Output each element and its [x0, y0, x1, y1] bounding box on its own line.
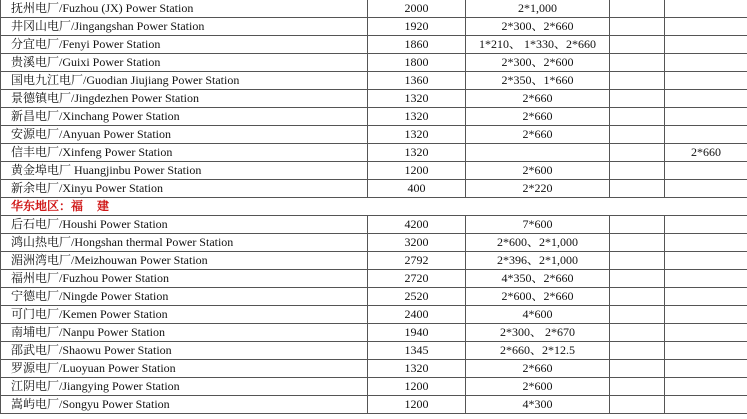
extra-cell-b: [665, 288, 747, 306]
table-row: [1, 306, 747, 324]
region-title-end: 建: [97, 199, 110, 213]
extra-cell-a: [610, 324, 665, 342]
extra-cell-a: [610, 126, 665, 144]
capacity-cell: 1200: [368, 162, 466, 180]
station-name-cell: 分宜电厂/Fenyi Power Station: [1, 36, 368, 54]
capacity-cell: 400: [368, 180, 466, 198]
table-row: [1, 144, 747, 162]
station-name-cell: 可门电厂/Kemen Power Station: [1, 306, 368, 324]
extra-cell-a: [610, 342, 665, 360]
extra-cell-b: [665, 72, 747, 90]
table-row: [1, 288, 747, 306]
capacity-cell: 4200: [368, 216, 466, 234]
capacity-cell: 2000: [368, 0, 466, 18]
capacity-cell: 1345: [368, 342, 466, 360]
station-name-cell: 嵩屿电厂/Songyu Power Station: [1, 396, 368, 414]
extra-cell-a: [610, 108, 665, 126]
units-cell: 2*600、2*1,000: [466, 234, 610, 252]
table-row: [1, 36, 747, 54]
units-cell: 2*600: [466, 162, 610, 180]
extra-cell-a: [610, 36, 665, 54]
table-row: [1, 324, 747, 342]
extra-cell-b: [665, 324, 747, 342]
units-cell: 2*220: [466, 180, 610, 198]
extra-cell-a: [610, 180, 665, 198]
extra-cell-b: [665, 396, 747, 414]
extra-cell-b: [665, 54, 747, 72]
extra-cell-a: [610, 72, 665, 90]
station-name-cell: 景德镇电厂/Jingdezhen Power Station: [1, 90, 368, 108]
table-row: [1, 18, 747, 36]
capacity-cell: 1320: [368, 90, 466, 108]
capacity-cell: 1940: [368, 324, 466, 342]
extra-cell-b: 2*660: [665, 144, 747, 162]
extra-cell-b: [665, 36, 747, 54]
extra-cell-b: [665, 270, 747, 288]
capacity-cell: 1200: [368, 396, 466, 414]
station-name-cell: 罗源电厂/Luoyuan Power Station: [1, 360, 368, 378]
extra-cell-a: [610, 234, 665, 252]
table-body: [1, 0, 747, 414]
capacity-cell: 1860: [368, 36, 466, 54]
table-row: [1, 54, 747, 72]
extra-cell-a: [610, 162, 665, 180]
station-name-cell: 湄洲湾电厂/Meizhouwan Power Station: [1, 252, 368, 270]
extra-cell-a: [610, 18, 665, 36]
capacity-cell: 2400: [368, 306, 466, 324]
extra-cell-a: [610, 270, 665, 288]
extra-cell-a: [610, 360, 665, 378]
units-cell: 2*660: [466, 360, 610, 378]
table-row: [1, 108, 747, 126]
capacity-cell: 2720: [368, 270, 466, 288]
table-row: [1, 126, 747, 144]
extra-cell-b: [665, 306, 747, 324]
units-cell: 2*300、 2*670: [466, 324, 610, 342]
station-name-cell: 抚州电厂/Fuzhou (JX) Power Station: [1, 0, 368, 18]
units-cell: 2*300、2*600: [466, 54, 610, 72]
extra-cell-b: [665, 180, 747, 198]
station-name-cell: 邵武电厂/Shaowu Power Station: [1, 342, 368, 360]
extra-cell-b: [665, 216, 747, 234]
table-row: [1, 0, 747, 18]
extra-cell-a: [610, 306, 665, 324]
capacity-cell: 1360: [368, 72, 466, 90]
station-name-cell: 新余电厂/Xinyu Power Station: [1, 180, 368, 198]
capacity-cell: 1200: [368, 378, 466, 396]
extra-cell-b: [665, 90, 747, 108]
station-name-cell: 信丰电厂/Xinfeng Power Station: [1, 144, 368, 162]
extra-cell-a: [610, 144, 665, 162]
capacity-cell: 1320: [368, 126, 466, 144]
station-name-cell: 江阴电厂/Jiangying Power Station: [1, 378, 368, 396]
units-cell: 4*350、2*660: [466, 270, 610, 288]
units-cell: 2*600、2*660: [466, 288, 610, 306]
table-row: [1, 72, 747, 90]
capacity-cell: 3200: [368, 234, 466, 252]
extra-cell-b: [665, 252, 747, 270]
table-row: [1, 90, 747, 108]
units-cell: 2*660、2*12.5: [466, 342, 610, 360]
station-name-cell: 宁德电厂/Ningde Power Station: [1, 288, 368, 306]
region-title-text: 华东地区：福: [11, 199, 84, 213]
extra-cell-b: [665, 378, 747, 396]
extra-cell-b: [665, 234, 747, 252]
table-row: [1, 252, 747, 270]
extra-cell-b: [665, 126, 747, 144]
capacity-cell: 2520: [368, 288, 466, 306]
units-cell: 2*1,000: [466, 0, 610, 18]
extra-cell-a: [610, 252, 665, 270]
capacity-cell: 1920: [368, 18, 466, 36]
extra-cell-a: [610, 396, 665, 414]
units-cell: 2*396、2*1,000: [466, 252, 610, 270]
extra-cell-a: [610, 378, 665, 396]
station-name-cell: 新昌电厂/Xinchang Power Station: [1, 108, 368, 126]
units-cell: 2*660: [466, 108, 610, 126]
units-cell: 2*300、2*660: [466, 18, 610, 36]
station-name-cell: 南埔电厂/Nanpu Power Station: [1, 324, 368, 342]
table-row: [1, 216, 747, 234]
region-title: [1, 198, 747, 216]
extra-cell-a: [610, 0, 665, 18]
extra-cell-a: [610, 216, 665, 234]
units-cell: 1*210、 1*330、2*660: [466, 36, 610, 54]
table-row: [1, 396, 747, 414]
capacity-cell: 1320: [368, 108, 466, 126]
capacity-cell: 1320: [368, 144, 466, 162]
extra-cell-a: [610, 54, 665, 72]
table-row: [1, 360, 747, 378]
extra-cell-b: [665, 108, 747, 126]
extra-cell-b: [665, 342, 747, 360]
extra-cell-a: [610, 288, 665, 306]
table-row: [1, 378, 747, 396]
station-name-cell: 鸿山热电厂/Hongshan thermal Power Station: [1, 234, 368, 252]
extra-cell-a: [610, 90, 665, 108]
table-row: [1, 162, 747, 180]
units-cell: 2*600: [466, 378, 610, 396]
table-row: [1, 180, 747, 198]
capacity-cell: 2792: [368, 252, 466, 270]
table-row: [1, 342, 747, 360]
station-name-cell: 贵溪电厂/Guixi Power Station: [1, 54, 368, 72]
station-name-cell: 黄金埠电厂 Huangjinbu Power Station: [1, 162, 368, 180]
region-header-row: [1, 198, 747, 216]
units-cell: [466, 144, 610, 162]
extra-cell-b: [665, 162, 747, 180]
units-cell: 7*600: [466, 216, 610, 234]
extra-cell-b: [665, 0, 747, 18]
units-cell: 4*600: [466, 306, 610, 324]
table-row: [1, 270, 747, 288]
station-name-cell: 福州电厂/Fuzhou Power Station: [1, 270, 368, 288]
capacity-cell: 1800: [368, 54, 466, 72]
station-name-cell: 后石电厂/Houshi Power Station: [1, 216, 368, 234]
units-cell: 2*350、1*660: [466, 72, 610, 90]
station-name-cell: 国电九江电厂/Guodian Jiujiang Power Station: [1, 72, 368, 90]
extra-cell-b: [665, 360, 747, 378]
station-name-cell: 井冈山电厂/Jingangshan Power Station: [1, 18, 368, 36]
station-name-cell: 安源电厂/Anyuan Power Station: [1, 126, 368, 144]
capacity-cell: 1320: [368, 360, 466, 378]
table-row: [1, 234, 747, 252]
extra-cell-b: [665, 18, 747, 36]
units-cell: 2*660: [466, 126, 610, 144]
units-cell: 2*660: [466, 90, 610, 108]
units-cell: 4*300: [466, 396, 610, 414]
